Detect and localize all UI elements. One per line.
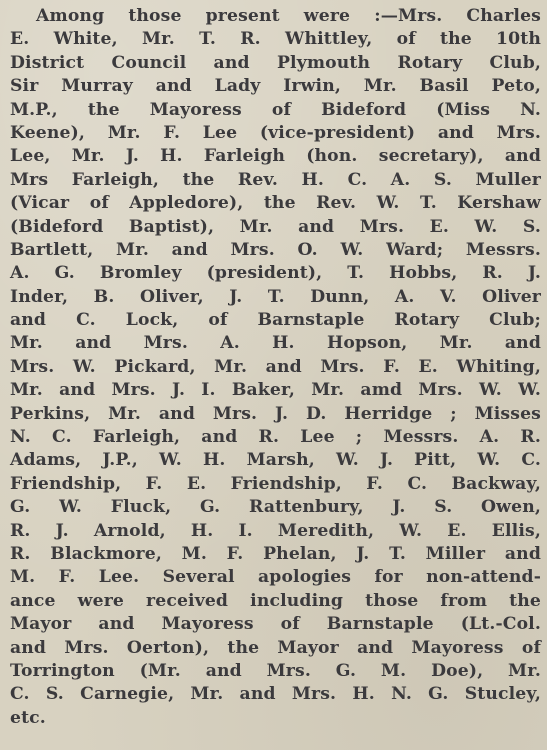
text-line: E. White, Mr. T. R. Whittley, of the 10th: [10, 29, 541, 50]
text-line: Bartlett, Mr. and Mrs. O. W. Ward; Messrs.: [10, 239, 541, 260]
text-line: Friendship, F. E. Friendship, F. C. Backway,: [10, 473, 541, 494]
text-line: Mrs Farleigh, the Rev. H. C. A. S. Muller: [10, 169, 541, 190]
text-line: M.P., the Mayoress of Bideford (Miss N.: [10, 99, 541, 120]
text-line: Mrs. W. Pickard, Mr. and Mrs. F. E. Whiting,: [10, 356, 541, 377]
text-line: Among those present were :—Mrs. Charles: [36, 6, 541, 26]
text-line: A. G. Bromley (president), T. Hobbs, R. J.: [10, 263, 541, 284]
text-line: Perkins, Mr. and Mrs. J. D. Herridge ; Misses: [10, 403, 541, 424]
text-line: R. Blackmore, M. F. Phelan, J. T. Miller and: [10, 543, 541, 564]
text-line: G. W. Fluck, G. Rattenbury, J. S. Owen,: [10, 497, 541, 518]
text-line: and Mrs. Oerton), the Mayor and Mayoress of: [10, 637, 541, 658]
text-line: M. F. Lee. Several apologies for non-attend-: [10, 567, 541, 588]
text-line: Sir Murray and Lady Irwin, Mr. Basil Peto,: [10, 76, 541, 97]
text-line: ance were received including those from the: [10, 590, 541, 611]
text-line: (Bideford Baptist), Mr. and Mrs. E. W. S.: [10, 216, 541, 237]
text-line: Mr. and Mrs. A. H. Hopson, Mr. and: [10, 333, 541, 354]
text-line: (Vicar of Appledore), the Rev. W. T. Kershaw: [10, 193, 541, 214]
text-line: C. S. Carnegie, Mr. and Mrs. H. N. G. Stucley,: [10, 684, 541, 705]
text-line: R. J. Arnold, H. I. Meredith, W. E. Ellis,: [10, 520, 541, 541]
text-line: District Council and Plymouth Rotary Club,: [10, 52, 541, 73]
text-line: Adams, J.P., W. H. Marsh, W. J. Pitt, W. C.: [10, 450, 541, 471]
text-line: Inder, B. Oliver, J. T. Dunn, A. V. Oliver: [10, 286, 541, 307]
text-line: Torrington (Mr. and Mrs. G. M. Doe), Mr.: [10, 660, 541, 681]
text-line: and C. Lock, of Barnstaple Rotary Club;: [10, 310, 541, 331]
article-text-column: [10, 5, 541, 730]
text-line: etc.: [10, 707, 46, 728]
text-line: Lee, Mr. J. H. Farleigh (hon. secretary), and: [10, 146, 541, 167]
text-line: Mayor and Mayoress of Barnstaple (Lt.-Col.: [10, 614, 541, 635]
text-line: Keene), Mr. F. Lee (vice-president) and Mrs.: [10, 122, 541, 143]
text-line: N. C. Farleigh, and R. Lee ; Messrs. A. R.: [10, 427, 541, 448]
text-line: Mr. and Mrs. J. I. Baker, Mr. amd Mrs. W. W.: [10, 380, 541, 401]
